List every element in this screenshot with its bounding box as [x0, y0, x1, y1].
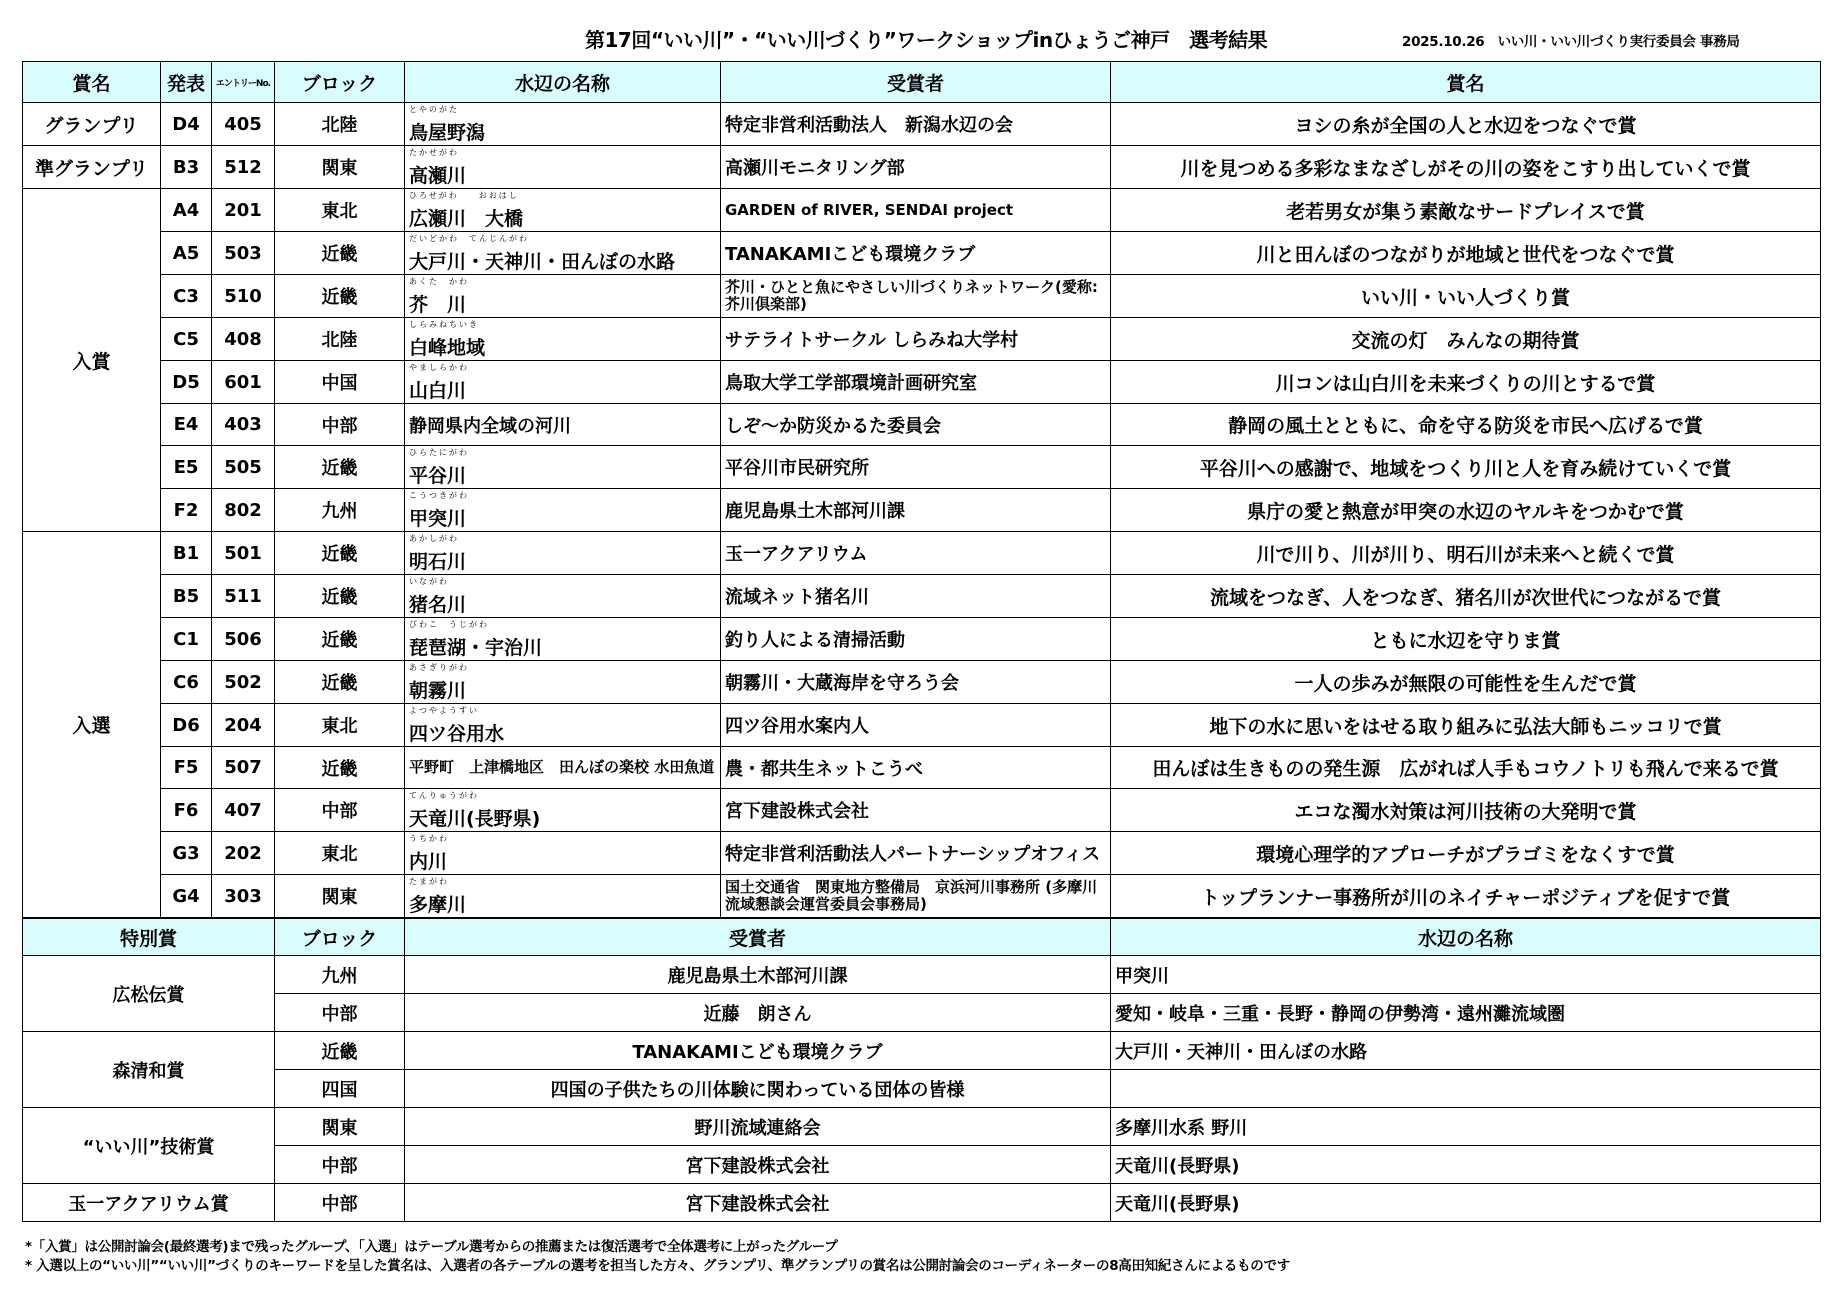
waterside-cell: 愛知・岐阜・三重・長野・静岡の伊勢湾・遠州灘流域圏 [1111, 994, 1821, 1032]
waterside-cell [405, 575, 721, 618]
entry-no-cell: 503 [212, 232, 275, 275]
table-row [23, 404, 1821, 446]
award-name-cell: 田んぼは生きものの発生源 広がれば人手もコウノトリも飛んで来るで賞 [1111, 747, 1821, 789]
block-cell: 近畿 [275, 275, 405, 318]
award-name-cell: 一人の歩みが無限の可能性を生んだで賞 [1111, 661, 1821, 704]
waterside-cell [405, 704, 721, 747]
table-row [23, 146, 1821, 189]
award-category-cell: 準グランプリ [23, 146, 161, 189]
entry-no-cell: 601 [212, 361, 275, 404]
award-name-cell: 平谷川への感謝で、地域をつくり川と人を育み続けていくで賞 [1111, 446, 1821, 489]
block-cell: 近畿 [275, 618, 405, 661]
presentation-cell: F2 [161, 489, 212, 532]
entry-no-cell: 510 [212, 275, 275, 318]
special-table-row [23, 1070, 1821, 1108]
waterside-name: 広瀬川 大橋 [409, 208, 524, 230]
col-header-block: ブロック [275, 62, 405, 103]
waterside-cell [405, 661, 721, 704]
waterside-cell [405, 146, 721, 189]
block-cell: 東北 [275, 832, 405, 875]
award-name-cell: ヨシの糸が全国の人と水辺をつなぐで賞 [1111, 103, 1821, 146]
furigana: びわこ うじがわ [409, 620, 489, 629]
recipient-cell: 特定非営利活動法人パートナーシップオフィス [721, 832, 1111, 875]
presentation-cell: C1 [161, 618, 212, 661]
entry-no-cell: 511 [212, 575, 275, 618]
award-category-cell: 入賞 [23, 189, 161, 532]
waterside-cell [405, 832, 721, 875]
entry-no-cell: 403 [212, 404, 275, 446]
block-cell: 九州 [275, 489, 405, 532]
special-table-row [23, 1184, 1821, 1222]
issuer-line: 2025.10.26 いい川・いい川づくり実行委員会 事務局 [1402, 34, 1740, 50]
table-row [23, 875, 1821, 918]
recipient-cell: 野川流域連絡会 [405, 1108, 1111, 1146]
table-row [23, 275, 1821, 318]
table-row [23, 232, 1821, 275]
presentation-cell: E5 [161, 446, 212, 489]
table-row [23, 361, 1821, 404]
recipient-cell: 宮下建設株式会社 [721, 789, 1111, 832]
waterside-cell: 甲突川 [1111, 956, 1821, 994]
presentation-cell: A5 [161, 232, 212, 275]
footnote: * 入選以上の“いい川”“いい川”づくりのキーワードを呈した賞名は、入選者の各テーブルの選考を担当した方々、グランプリ、準グランプリの賞名は公開討論会のコーディネーターの8高田知紀さんによるものです [25, 1258, 1290, 1274]
furigana: あさぎりがわ [409, 663, 469, 672]
entry-no-cell: 501 [212, 532, 275, 575]
recipient-cell: しぞ～か防災かるた委員会 [721, 404, 1111, 446]
waterside-cell: 平野町 上津橋地区 田んぼの楽校 水田魚道 [405, 747, 721, 789]
recipient-cell: TANAKAMIこども環境クラブ [721, 232, 1111, 275]
recipient-cell: 芥川・ひとと魚にやさしい川づくりネットワーク(愛称:芥川倶楽部) [721, 275, 1111, 318]
col-header-waterside: 水辺の名称 [405, 62, 721, 103]
table-row [23, 532, 1821, 575]
results-header-row [23, 62, 1821, 103]
table-row [23, 747, 1821, 789]
col-header-special-waterside: 水辺の名称 [1111, 919, 1821, 956]
recipient-cell: 近藤 朗さん [405, 994, 1111, 1032]
block-cell: 関東 [275, 146, 405, 189]
award-name-cell: 環境心理学的アプローチがプラゴミをなくすで賞 [1111, 832, 1821, 875]
presentation-cell: C3 [161, 275, 212, 318]
recipient-cell: 宮下建設株式会社 [405, 1184, 1111, 1222]
award-name-cell: 静岡の風土とともに、命を守る防災を市民へ広げるで賞 [1111, 404, 1821, 446]
recipient-cell: 朝霧川・大蔵海岸を守ろう会 [721, 661, 1111, 704]
block-cell: 近畿 [275, 575, 405, 618]
col-header-entry-no: エントリーNo. [212, 62, 275, 103]
furigana: てんりゅうがわ [409, 791, 479, 800]
results-table [22, 61, 1821, 918]
waterside-name: 多摩川 [409, 894, 467, 916]
waterside-cell [405, 789, 721, 832]
waterside-name: 平谷川 [409, 465, 467, 487]
furigana: たまがわ [409, 877, 449, 886]
furigana: だいどかわ てんじんがわ [409, 234, 529, 243]
entry-no-cell: 201 [212, 189, 275, 232]
furigana: たかせがわ [409, 148, 459, 157]
entry-no-cell: 407 [212, 789, 275, 832]
waterside-cell: 天竜川(長野県) [1111, 1146, 1821, 1184]
waterside-cell [405, 189, 721, 232]
recipient-cell: 農・都共生ネットこうべ [721, 747, 1111, 789]
recipient-cell: 国土交通省 関東地方整備局 京浜河川事務所 (多摩川流域懇談会運営委員会事務局) [721, 875, 1111, 918]
block-cell: 中部 [275, 404, 405, 446]
waterside-cell: 大戸川・天神川・田んぼの水路 [1111, 1032, 1821, 1070]
waterside-name: 朝霧川 [409, 680, 467, 702]
furigana: しらみねちいき [409, 320, 479, 329]
waterside-cell [405, 875, 721, 918]
furigana: あくた かわ [409, 277, 469, 286]
waterside-cell [405, 446, 721, 489]
col-header-award-category: 賞名 [23, 62, 161, 103]
waterside-name: 高瀬川 [409, 165, 467, 187]
presentation-cell: D4 [161, 103, 212, 146]
waterside-name: 四ツ谷用水 [409, 723, 505, 745]
presentation-cell: C5 [161, 318, 212, 361]
table-row [23, 103, 1821, 146]
block-cell: 中部 [275, 1184, 405, 1222]
recipient-cell: TANAKAMIこども環境クラブ [405, 1032, 1111, 1070]
presentation-cell: B1 [161, 532, 212, 575]
presentation-cell: F5 [161, 747, 212, 789]
waterside-name: 山白川 [409, 380, 467, 402]
presentation-cell: D6 [161, 704, 212, 747]
special-table-row [23, 1032, 1821, 1070]
block-cell: 中国 [275, 361, 405, 404]
special-header-row [23, 919, 1821, 956]
recipient-cell: 特定非営利活動法人 新潟水辺の会 [721, 103, 1111, 146]
block-cell: 近畿 [275, 747, 405, 789]
entry-no-cell: 303 [212, 875, 275, 918]
award-name-cell: いい川・いい人づくり賞 [1111, 275, 1821, 318]
table-row [23, 789, 1821, 832]
special-award-cell: 広松伝賞 [23, 956, 275, 1032]
award-name-cell: エコな濁水対策は河川技術の大発明で賞 [1111, 789, 1821, 832]
special-award-cell: 森清和賞 [23, 1032, 275, 1108]
entry-no-cell: 405 [212, 103, 275, 146]
award-category-cell: グランプリ [23, 103, 161, 146]
furigana: うちかわ [409, 834, 449, 843]
award-name-cell: トップランナー事務所が川のネイチャーポジティブを促すで賞 [1111, 875, 1821, 918]
award-category-cell: 入選 [23, 532, 161, 918]
special-table-row [23, 994, 1821, 1032]
block-cell: 近畿 [275, 446, 405, 489]
block-cell: 関東 [275, 875, 405, 918]
recipient-cell: 鹿児島県土木部河川課 [721, 489, 1111, 532]
block-cell: 四国 [275, 1070, 405, 1108]
waterside-name: 甲突川 [409, 508, 467, 530]
waterside-name: 内川 [409, 851, 448, 873]
award-name-cell: 川で川り、川が川り、明石川が未来へと続くで賞 [1111, 532, 1821, 575]
block-cell: 近畿 [275, 232, 405, 275]
recipient-cell: 宮下建設株式会社 [405, 1146, 1111, 1184]
award-name-cell: 川コンは山白川を未来づくりの川とするで賞 [1111, 361, 1821, 404]
waterside-cell [1111, 1070, 1821, 1108]
presentation-cell: G4 [161, 875, 212, 918]
special-award-cell: “いい川”技術賞 [23, 1108, 275, 1184]
recipient-cell: 流域ネット猪名川 [721, 575, 1111, 618]
furigana: こうつきがわ [409, 491, 469, 500]
presentation-cell: C6 [161, 661, 212, 704]
entry-no-cell: 505 [212, 446, 275, 489]
block-cell: 北陸 [275, 318, 405, 361]
recipient-cell: 四国の子供たちの川体験に関わっている団体の皆様 [405, 1070, 1111, 1108]
recipient-cell: 四ツ谷用水案内人 [721, 704, 1111, 747]
waterside-name: 白峰地域 [409, 337, 486, 359]
waterside-cell [405, 618, 721, 661]
waterside-name: 鳥屋野潟 [409, 122, 486, 144]
block-cell: 東北 [275, 189, 405, 232]
waterside-cell: 静岡県内全域の河川 [405, 404, 721, 446]
presentation-cell: F6 [161, 789, 212, 832]
award-name-cell: 川を見つめる多彩なまなざしがその川の姿をこすり出していくで賞 [1111, 146, 1821, 189]
footnote: *「入賞」は公開討論会(最終選考)まで残ったグループ、「入選」はテーブル選考からの推薦または復活選考で全体選考に上がったグループ [25, 1239, 838, 1255]
special-award-cell: 玉一アクアリウム賞 [23, 1184, 275, 1222]
waterside-name: 明石川 [409, 551, 467, 573]
table-row [23, 575, 1821, 618]
award-name-cell: 交流の灯 みんなの期待賞 [1111, 318, 1821, 361]
block-cell: 九州 [275, 956, 405, 994]
col-header-recipient: 受賞者 [721, 62, 1111, 103]
col-header-award-name: 賞名 [1111, 62, 1821, 103]
recipient-cell: 平谷川市民研究所 [721, 446, 1111, 489]
recipient-cell: 鹿児島県土木部河川課 [405, 956, 1111, 994]
furigana: とやのがた [409, 105, 459, 114]
col-header-special-recipient: 受賞者 [405, 919, 1111, 956]
furigana: いながわ [409, 577, 449, 586]
waterside-name: 猪名川 [409, 594, 467, 616]
furigana: よつやようすい [409, 706, 479, 715]
waterside-cell: 天竜川(長野県) [1111, 1184, 1821, 1222]
presentation-cell: B3 [161, 146, 212, 189]
table-row [23, 704, 1821, 747]
footnotes [25, 1238, 1290, 1276]
recipient-cell: 鳥取大学工学部環境計画研究室 [721, 361, 1111, 404]
waterside-name: 琵琶湖・宇治川 [409, 637, 543, 659]
recipient-cell: 釣り人による清掃活動 [721, 618, 1111, 661]
recipient-cell: サテライトサークル しらみね大学村 [721, 318, 1111, 361]
entry-no-cell: 506 [212, 618, 275, 661]
recipient-cell: GARDEN of RIVER, SENDAI project [721, 189, 1111, 232]
waterside-cell [405, 318, 721, 361]
table-row [23, 618, 1821, 661]
recipient-cell: 高瀬川モニタリング部 [721, 146, 1111, 189]
award-name-cell: 県庁の愛と熱意が甲突の水辺のヤルキをつかむで賞 [1111, 489, 1821, 532]
block-cell: 中部 [275, 1146, 405, 1184]
block-cell: 北陸 [275, 103, 405, 146]
waterside-cell: 多摩川水系 野川 [1111, 1108, 1821, 1146]
table-row [23, 661, 1821, 704]
presentation-cell: E4 [161, 404, 212, 446]
block-cell: 中部 [275, 789, 405, 832]
entry-no-cell: 204 [212, 704, 275, 747]
presentation-cell: D5 [161, 361, 212, 404]
col-header-special-block: ブロック [275, 919, 405, 956]
table-row [23, 832, 1821, 875]
block-cell: 近畿 [275, 1032, 405, 1070]
col-header-presentation: 発表 [161, 62, 212, 103]
table-row [23, 489, 1821, 532]
waterside-cell [405, 489, 721, 532]
furigana: あかしがわ [409, 534, 459, 543]
block-cell: 近畿 [275, 661, 405, 704]
waterside-cell [405, 103, 721, 146]
furigana: ひらたにがわ [409, 448, 469, 457]
award-name-cell: 地下の水に思いをはせる取り組みに弘法大師もニッコリで賞 [1111, 704, 1821, 747]
furigana: やましらかわ [409, 363, 469, 372]
award-name-cell: 流域をつなぎ、人をつなぎ、猪名川が次世代につながるで賞 [1111, 575, 1821, 618]
special-awards-table [22, 918, 1821, 1222]
document-title: 第17回“いい川”・“いい川づくり”ワークショップinひょうご神戸 選考結果 [585, 28, 1268, 52]
waterside-name: 大戸川・天神川・田んぼの水路 [409, 251, 676, 273]
presentation-cell: G3 [161, 832, 212, 875]
table-row [23, 318, 1821, 361]
block-cell: 東北 [275, 704, 405, 747]
special-table-row [23, 1146, 1821, 1184]
waterside-cell [405, 275, 721, 318]
entry-no-cell: 408 [212, 318, 275, 361]
entry-no-cell: 507 [212, 747, 275, 789]
presentation-cell: B5 [161, 575, 212, 618]
waterside-cell [405, 361, 721, 404]
waterside-name: 天竜川(長野県) [409, 808, 541, 830]
special-table-row [23, 1108, 1821, 1146]
waterside-cell [405, 532, 721, 575]
waterside-name: 芥 川 [409, 294, 467, 316]
block-cell: 近畿 [275, 532, 405, 575]
special-table-row [23, 956, 1821, 994]
block-cell: 関東 [275, 1108, 405, 1146]
recipient-cell: 玉一アクアリウム [721, 532, 1111, 575]
furigana: ひろせがわ おおはし [409, 191, 519, 200]
entry-no-cell: 502 [212, 661, 275, 704]
award-name-cell: 老若男女が集う素敵なサードプレイスで賞 [1111, 189, 1821, 232]
award-name-cell: ともに水辺を守りま賞 [1111, 618, 1821, 661]
entry-no-cell: 512 [212, 146, 275, 189]
table-row [23, 446, 1821, 489]
entry-no-cell: 802 [212, 489, 275, 532]
col-header-special-award: 特別賞 [23, 919, 275, 956]
table-row [23, 189, 1821, 232]
block-cell: 中部 [275, 994, 405, 1032]
award-name-cell: 川と田んぼのつながりが地域と世代をつなぐで賞 [1111, 232, 1821, 275]
presentation-cell: A4 [161, 189, 212, 232]
waterside-cell [405, 232, 721, 275]
entry-no-cell: 202 [212, 832, 275, 875]
